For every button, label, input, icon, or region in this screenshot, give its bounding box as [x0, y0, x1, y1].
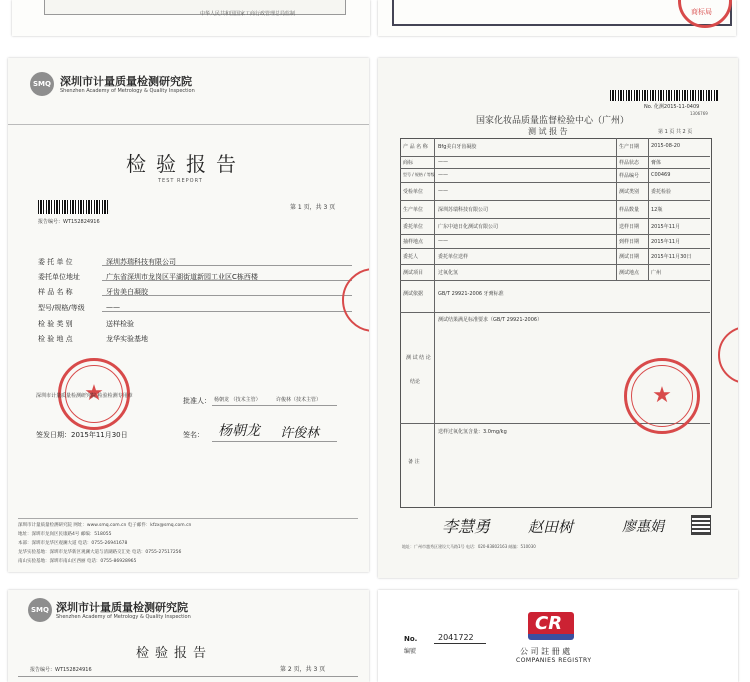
registry-sub-label: 编號	[404, 648, 417, 655]
sign-label: 签名：	[183, 431, 204, 439]
table-row-label: 产 品 名 称	[403, 144, 428, 150]
right-sub-number: 1306769	[690, 111, 708, 116]
side-stamp	[342, 268, 369, 332]
registry-name-cn: 公 司 註 冊 處	[520, 647, 571, 656]
field-label: 型号/规格/等级	[38, 304, 85, 312]
page-info: 第 2 页，共 3 页	[280, 666, 326, 673]
signature-1: 杨朝龙	[218, 423, 260, 439]
smq-logo-icon: SMQ	[30, 72, 54, 96]
institute-name-en: Shenzhen Academy of Metrology & Quality Inspection	[60, 88, 195, 94]
table-row-value: 深圳苏瑞科技有限公司	[438, 207, 489, 213]
table-row-value: ——	[438, 172, 448, 178]
table-row-value-2: 2015年11月	[651, 239, 681, 245]
field-label: 样 品 名 称	[38, 288, 73, 296]
table-row-label-2: 样品编号	[619, 173, 640, 179]
field-label: 检 验 类 别	[38, 320, 73, 328]
stamp-caption: 深圳市计量质量检测研究院 检验检测专用章	[36, 393, 133, 399]
table-row-label: 型号 / 规格 / 等级	[403, 172, 435, 177]
right-report-title: 国家化妆品质量监督检验中心（广州）	[476, 116, 630, 126]
conclusion-label: 测 试 结 论	[406, 355, 431, 361]
result-label: 结论	[410, 379, 421, 385]
right-page-info: 第 1 页 共 2 页	[658, 129, 693, 135]
page-info: 第 1 页，共 3 页	[290, 204, 336, 211]
table-row-value-2: 委托检验	[651, 189, 672, 195]
field-value: 深圳苏瑞科技有限公司	[106, 258, 176, 266]
table-row-label: 委托单位	[403, 224, 424, 230]
smq-logo-icon: SMQ	[28, 598, 52, 622]
right-barcode	[610, 90, 718, 101]
right-signature-2: 赵田树	[528, 518, 574, 536]
table-row-label-2: 样品数量	[619, 207, 640, 213]
table-row-value: ——	[438, 159, 448, 165]
bottom-right-document	[378, 590, 738, 682]
table-row-label: 受检单位	[403, 189, 424, 195]
table-row-label: 委托人	[403, 254, 419, 260]
table-row-value: 过氧化氢	[438, 270, 459, 276]
table-row-label-2: 送样日期	[619, 224, 640, 230]
right-signature-3: 廖惠娟	[622, 519, 664, 535]
field-value: 送样检验	[106, 320, 134, 328]
table-row-value: ——	[438, 188, 448, 194]
table-row-value: ——	[438, 238, 448, 244]
table-row-label: 测试依据	[403, 291, 424, 297]
field-label: 委 托 单 位	[38, 258, 73, 266]
right-test-report	[378, 58, 738, 578]
approver-label: 批准人：	[183, 397, 211, 405]
conclusion-text: 测试结果满足标准要求（GB/T 29921-2006）	[438, 317, 543, 323]
right-report-subtitle: 测 试 报 告	[528, 127, 568, 136]
registry-no-label: No.	[404, 635, 418, 643]
right-report-number: No. 化测2015-11-0409	[644, 104, 700, 110]
table-row-value-2: 2015年11月30日	[651, 254, 692, 260]
bottom-left-document	[8, 590, 369, 682]
footer-line: 龙华实验基地：深圳市龙华新区观澜大道与清湖路交汇处 电话：0755-27517256	[18, 550, 182, 555]
approver-name: 杨朝龙 （技术主管）	[214, 397, 261, 403]
table-row-value: 委托单位送样	[438, 254, 469, 260]
signature-2: 许俊林	[280, 426, 320, 441]
cr-logo-icon: CR	[535, 613, 563, 634]
table-row-label-2: 生产日期	[619, 144, 640, 150]
remarks-label: 备 注	[408, 459, 420, 465]
report-title: 检验报告	[136, 646, 213, 661]
table-row-label: 生产单位	[403, 207, 424, 213]
table-row-label: 商标	[403, 160, 414, 166]
table-row-label-2: 样品状态	[619, 160, 640, 166]
table-row-value: GB/T 29921-2006 牙膏标准	[438, 291, 504, 297]
top-left-document	[12, 0, 370, 36]
footer-line: 南山实验基地：深圳市南山区西丽 电话：0755-86928965	[18, 559, 137, 564]
report-title-en: TEST REPORT	[158, 178, 203, 184]
remarks-text: 送样过氧化氢含量：3.0mg/kg	[438, 429, 507, 435]
field-value: 广东省深圳市龙岗区平湖街道新园工业区C栋西楼	[106, 273, 258, 281]
right-signature-1: 李慧勇	[442, 517, 491, 536]
field-label: 委托单位地址	[38, 273, 80, 281]
right-side-stamp	[718, 326, 738, 384]
institute-name-en: Shenzhen Academy of Metrology & Quality Inspection	[56, 614, 191, 620]
table-row-value: 广东中迪日化测试有限公司	[438, 224, 499, 230]
table-row-label: 测试项目	[403, 270, 424, 276]
footer-line: 深圳市计量质量检测研究院 网址：www.smq.com.cn 电子邮件：kfzx@smq.com.cn	[18, 523, 192, 528]
star-icon: ★	[652, 383, 672, 408]
footer-line: 本部：深圳市龙华区观澜大道 电话：0755-26941678	[18, 541, 128, 546]
inspection-stamp	[624, 358, 700, 434]
right-footer: 地址：广州市越秀区建设大马路1号 电话：020-83802163 邮编：510030	[402, 544, 536, 549]
qr-code-icon	[692, 516, 710, 534]
table-row-label: 抽样地点	[403, 239, 424, 245]
report-number: 报告编号：WT152824916	[38, 219, 100, 225]
table-row-label-2: 测试类别	[619, 189, 640, 195]
star-icon: ★	[84, 381, 104, 406]
top-right-document	[378, 0, 736, 36]
institute-name: 深圳市计量质量检测研究院	[60, 75, 192, 88]
left-test-report	[8, 58, 369, 572]
table-row-value: Bfg美白牙齿凝胶	[438, 144, 477, 150]
table-row-value-2: 2015-08-20	[651, 143, 681, 149]
registry-name-en: COMPANIES REGISTRY	[516, 657, 592, 664]
table-row-value-2: 广州	[651, 270, 662, 276]
top-left-footer: 中华人民共和国国家工商行政管理总局监制	[200, 11, 296, 17]
institute-name: 深圳市计量质量检测研究院	[56, 601, 188, 614]
table-row-value-2: 膏体	[651, 160, 662, 166]
table-row-label-2: 到样日期	[619, 239, 640, 245]
table-row-value-2: C00469	[651, 172, 671, 178]
field-value: ——	[106, 303, 120, 311]
top-right-stamp: 商标局	[678, 0, 732, 28]
field-value: 龙华实验基地	[106, 335, 148, 343]
companies-registry-logo	[528, 612, 574, 642]
report-title: 检验报告	[126, 152, 246, 176]
report-barcode	[38, 200, 108, 214]
table-row-label-2: 测试地点	[619, 270, 640, 276]
table-row-value-2: 12瓶	[651, 207, 663, 213]
field-value: 牙齿美白凝胶	[106, 288, 148, 296]
table-row-value-2: 2015年11月	[651, 224, 681, 230]
report-number: 报告编号：WT152824916	[30, 667, 92, 673]
footer-line: 地址：深圳市龙岗区民康路4号 邮编：518055	[18, 532, 112, 537]
table-row-label-2: 测试日期	[619, 254, 640, 260]
registry-no-value: 2041722	[438, 633, 474, 642]
sign-date: 签发日期：2015年11月30日	[36, 431, 128, 439]
approver-name-2: 许俊林（技术主管）	[276, 397, 322, 403]
field-label: 检 验 地 点	[38, 335, 73, 343]
